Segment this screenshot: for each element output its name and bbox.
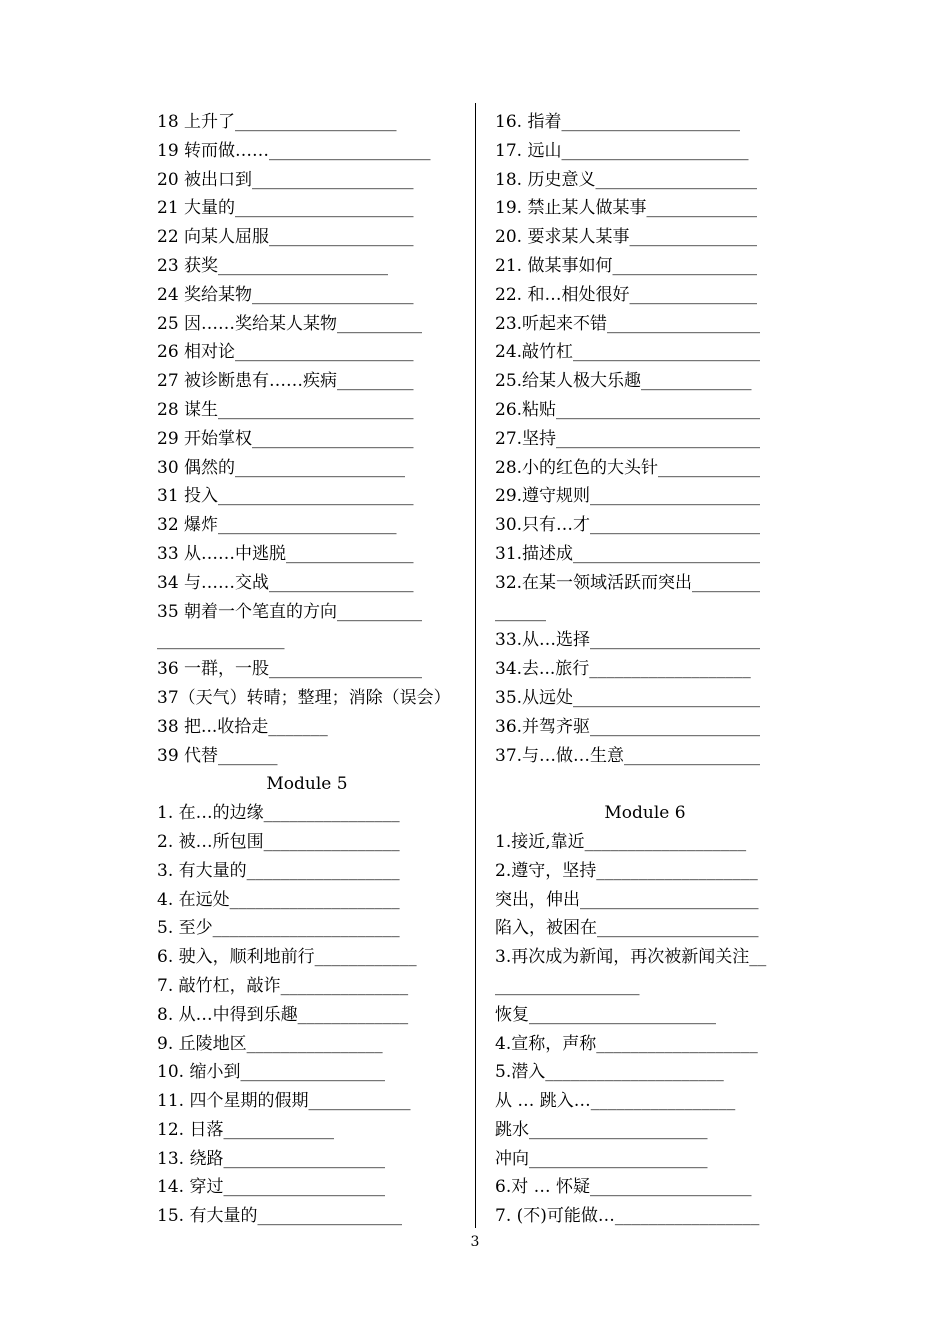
vocab-item: 17. 远山______________________ xyxy=(495,140,749,161)
vocab-item: 25 因……奖给某人某物__________ xyxy=(157,313,423,334)
vocab-item: 28.小的红色的大头针____________ xyxy=(495,457,761,478)
vocab-item: 26.粘贴________________________ xyxy=(495,399,761,420)
vocab-item: 32 爆炸_____________________ xyxy=(157,515,397,536)
vocab-item: 34.去...旅行___________________ xyxy=(495,659,751,680)
vocab-item: 33.从…选择____________________ xyxy=(495,630,761,651)
page-number: 3 xyxy=(470,1234,480,1250)
vocab-item: 22. 和…相处很好_______________ xyxy=(495,284,757,305)
vocab-item: 恢复______________________ xyxy=(495,1004,716,1025)
vocab-item: 29.遵守规则____________________ xyxy=(495,486,761,507)
vocab-item: 31 投入_______________________ xyxy=(157,486,414,507)
vocab-item: 25.给某人极大乐趣_____________ xyxy=(495,371,752,392)
vocab-item: 36.并驾齐驱____________________ xyxy=(495,716,761,737)
vocab-item: 4. 在远处____________________ xyxy=(157,889,400,910)
vocab-item: 3.再次成为新闻，再次被新闻关注__ xyxy=(495,947,767,968)
vocab-item: 30 偶然的____________________ xyxy=(157,457,406,478)
vocab-item: 18 上升了___________________ xyxy=(157,112,397,132)
vocab-item: 4.宣称，声称___________________ xyxy=(495,1033,758,1054)
vocab-item: 冲向_____________________ xyxy=(495,1148,708,1169)
vocab-item: 陷入，被困在___________________ xyxy=(495,918,759,939)
right-column xyxy=(495,108,795,1231)
vocab-item: 16. 指着_____________________ xyxy=(495,112,740,132)
module-heading: Module 6 xyxy=(604,803,686,824)
vocab-item: 14. 穿过___________________ xyxy=(157,1177,385,1198)
vocab-item: 21 大量的_____________________ xyxy=(157,198,414,219)
vocab-item: 19. 禁止某人做某事_____________ xyxy=(495,198,757,219)
vocab-item: 6. 驶入，顺利地前行____________ xyxy=(157,947,417,968)
vocab-item: 跳水_____________________ xyxy=(495,1119,708,1140)
vocab-item: 18. 历史意义___________________ xyxy=(495,169,757,190)
vocab-item: _________________ xyxy=(495,975,640,996)
column-divider xyxy=(475,103,476,1228)
vocab-item: 23.听起来不错__________________ xyxy=(495,313,761,334)
vocab-item: 39 代替_______ xyxy=(157,745,278,766)
vocab-item: 21. 做某事如何_________________ xyxy=(495,255,757,276)
vocab-item: 36 一群，一股__________________ xyxy=(157,659,423,680)
vocab-item: 31.描述成______________________ xyxy=(495,543,761,564)
vocab-item: 37.与…做…生意________________ xyxy=(495,745,761,766)
vocab-item: 34 与……交战_________________ xyxy=(157,572,414,593)
vocab-item: 10. 缩小到_________________ xyxy=(157,1062,385,1083)
vocab-item: 1.接近,靠近___________________ xyxy=(495,831,747,852)
vocab-item: 2. 被…所包围________________ xyxy=(157,831,400,852)
vocab-item: 26 相对论_____________________ xyxy=(157,342,414,363)
vocab-item: _______________ xyxy=(157,630,285,651)
vocab-item: 3. 有大量的__________________ xyxy=(157,860,400,881)
vocab-item: 33 从……中逃脱_______________ xyxy=(157,543,414,564)
vocab-item: 24.敲竹杠______________________ xyxy=(495,342,761,363)
vocab-item: 15. 有大量的_________________ xyxy=(157,1206,402,1227)
module-heading: Module 5 xyxy=(266,774,348,795)
vocab-item: 35 朝着一个笔直的方向__________ xyxy=(157,601,423,622)
vocab-item: 22 向某人屈服_________________ xyxy=(157,227,414,248)
vocab-item: 27.坚持________________________ xyxy=(495,428,761,449)
vocab-item: 35.从远处______________________ xyxy=(495,687,761,708)
vocab-item: 6.对 … 怀疑___________________ xyxy=(495,1177,752,1198)
vocab-item: 30.只有…才____________________ xyxy=(495,515,761,536)
vocab-item: 20 被出口到___________________ xyxy=(157,169,414,190)
vocab-item: 7. 敲竹杠，敲诈_______________ xyxy=(157,975,409,996)
vocab-item: 12. 日落_____________ xyxy=(157,1119,334,1140)
vocab-item: 8. 从…中得到乐趣_____________ xyxy=(157,1004,409,1025)
vocab-item: 11. 四个星期的假期____________ xyxy=(157,1091,411,1112)
vocab-item: 从 … 跳入…_________________ xyxy=(495,1091,736,1112)
vocab-item: 突出，伸出_____________________ xyxy=(495,889,759,910)
vocab-item: 27 被诊断患有……疾病_________ xyxy=(157,371,414,392)
vocab-item: ______ xyxy=(495,601,546,622)
vocab-item: 38 把...收拾走_______ xyxy=(157,716,328,737)
vocab-item: 24 奖给某物___________________ xyxy=(157,284,414,305)
vocab-item: 1. 在…的边缘________________ xyxy=(157,803,400,824)
vocab-item: 19 转而做……___________________ xyxy=(157,140,431,161)
left-column xyxy=(157,108,457,1231)
vocab-item: 5. 至少______________________ xyxy=(157,918,400,939)
vocab-item: 13. 绕路___________________ xyxy=(157,1148,385,1169)
vocab-item: 5.潜入_____________________ xyxy=(495,1062,724,1083)
vocab-item: 28 谋生_______________________ xyxy=(157,399,414,420)
vocab-item: 32.在某一领域活跃而突出________ xyxy=(495,572,761,593)
blank-line xyxy=(495,770,795,799)
vocab-item: 29 开始掌权___________________ xyxy=(157,428,414,449)
vocab-item: 9. 丘陵地区________________ xyxy=(157,1033,383,1054)
vocab-item: 23 获奖____________________ xyxy=(157,255,389,276)
vocab-item: 20. 要求某人某事_______________ xyxy=(495,227,757,248)
vocab-item: 2.遵守，坚持___________________ xyxy=(495,860,758,881)
vocab-item: 7. (不)可能做…_________________ xyxy=(495,1206,760,1227)
vocab-item: 37（天气）转晴；整理；消除（误会） xyxy=(157,687,451,708)
